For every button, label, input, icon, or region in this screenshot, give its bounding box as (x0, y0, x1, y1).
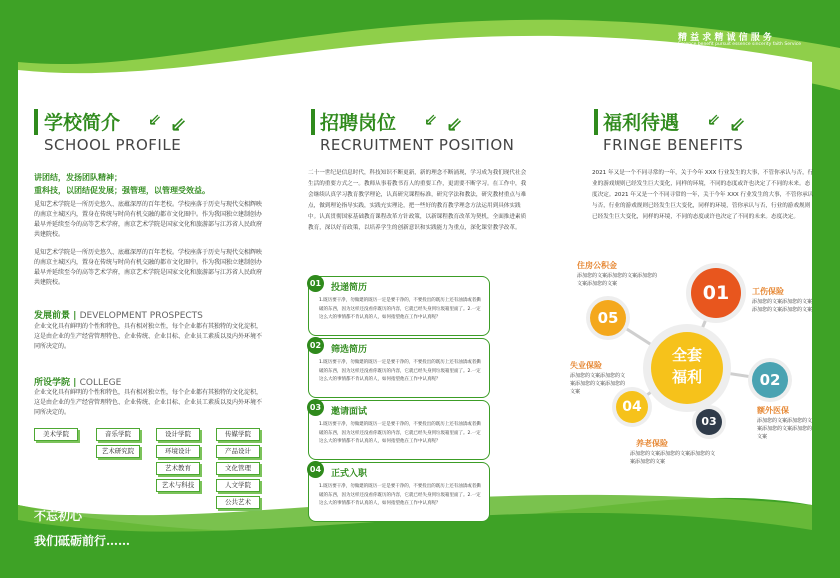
college-tag: 艺术与科技 (156, 479, 200, 492)
step-title: 筛选简历 (331, 345, 368, 355)
step-number: 03 (307, 399, 324, 416)
benefits-intro: 2021 年又是一个不同寻常的一年，关于今年 XXX 行业发生的大事，不管你承认与否，行业的游戏规则已经发生巨大变化，同样的环境，不同的态度或许也决定了不同的未来。态度决定。2021 年又是一个不同寻常的一年，关于今年 XXX 行业发生的大事，不管你承认与否，行业的游戏规则已经发生巨大变化，同样的环境，管你承认与否，行业的游戏规则已经发生巨大变化，同样的环境，不同的态度或许也决定了不同的未来。态度决定。 (592, 170, 814, 220)
recruit-step (308, 462, 490, 522)
college-tag: 音乐学院 (96, 428, 140, 441)
benefit-label: 养老保险 (636, 439, 668, 448)
development-title: 发展前景 (34, 311, 71, 321)
motto-line-2: 重科技，以团结促发展；强管理，以管理受效益。 (34, 186, 210, 195)
college-title-en: COLLEGE (79, 378, 122, 388)
benefit-desc: 添加您的文案添加您的文案添加您的文案添加您的文案 (570, 373, 626, 395)
benefit-circle-01: 01 (691, 268, 741, 318)
step-number: 01 (307, 275, 324, 292)
benefit-circle-03: 03 (696, 409, 722, 435)
footer-line-2: 我们砥砺前行…… (34, 534, 131, 548)
development-title-en: DEVELOPMENT PROSPECTS (79, 311, 203, 321)
school-title: 学校简介 (44, 112, 121, 134)
title-accent-bar (34, 109, 38, 135)
benefit-desc: 添加您的文案添加您的文案添加您的文案添加您的文案 (757, 418, 813, 440)
center-line-2: 福利 (671, 368, 702, 386)
recruit-step (308, 276, 490, 336)
arrow-down-left-icon: ⇙ (170, 112, 187, 136)
recruit-intro: 二十一世纪是信息时代，科技知识不断更新，新的理念不断涌现，学习成为我们现代社会生活的重要方式之一。教师从事着教书育人的重要工作，更需要不断学习。在工作中，我会继续认真学习教育教学理论，认真研究课程标准，研究学法和教法，研究教材重点与难点，做到理论指导实践，实践充实理论，把一些好的教育教学理念方法运用到具体实践中。认真贯彻国家基础教育课程改革方针政策，以新课程教育改革为契机，全面推进素质教育，深以好育政策，以培养学生的创新意识和实践能力为重点，深化课堂教学改革。 (308, 170, 527, 231)
school-paragraph-2: 觅知艺术学院是一所历史悠久、底蕴深厚的百年老校。学校座落于历史与现代交相辉映的南京主城区内，置身在传统与时尚有机交融的都市文化圈中。作为我国独立建制创办最早并延续至今的高等艺术学府，南京艺术学院是国家文化和旅游部与江苏省人民政府共建院校。 (34, 249, 263, 286)
college-tag: 艺术研究院 (96, 445, 140, 458)
step-body: 1.既历要干净，勿做建的既历一定是要干净的，不要投出的既历上还有油渍或者撕破的东西，因为这样还没看你既历的内容，它就已经失身到垃圾箱里面了。2.一定这么大的事情都不肯认真的人，如何指望他在工作中认真呢？ (319, 422, 481, 444)
slogan-english: Essence benefit pursuit essence sincerity faith Service (678, 42, 801, 47)
development-heading: 发展前景 | DEVELOPMENT PROSPECTS (34, 311, 203, 321)
benefits-center-circle (651, 332, 723, 404)
college-tag: 艺术教育 (156, 462, 200, 475)
arrow-down-left-icon: ⇙ (424, 110, 438, 129)
benefits-subtitle: FRINGE BENEFITS (603, 136, 744, 154)
motto-line-1: 讲团结，发扬团队精神； (34, 173, 122, 182)
benefit-label: 住房公积金 (577, 261, 617, 270)
college-tag: 传媒学院 (216, 428, 260, 441)
step-title: 投递简历 (331, 283, 368, 293)
college-tag: 产品设计 (216, 445, 260, 458)
title-accent-bar (594, 109, 598, 135)
benefit-circle-05: 05 (590, 300, 626, 336)
college-tag: 人文学院 (216, 479, 260, 492)
college-title: 所设学院 (34, 378, 71, 388)
school-paragraph-1: 觅知艺术学院是一所历史悠久、底蕴深厚的百年老校。学校座落于历史与现代交相辉映的南京主城区内，置身在传统与时尚有机交融的都市文化圈中。作为我国独立建制创办最早并延续至今的高等艺术学府，南京艺术学院是国家文化和旅游部与江苏省人民政府共建院校。 (34, 201, 263, 238)
step-title: 邀请面试 (331, 407, 368, 417)
recruit-step (308, 338, 490, 398)
college-tag: 美术学院 (34, 428, 78, 441)
school-subtitle: SCHOOL PROFILE (44, 136, 182, 154)
college-heading: 所设学院 | COLLEGE (34, 378, 122, 388)
college-text: 企业文化具有鲜明的个性和特色，具有相对独立性，每个企业都有其独特的文化淀积，这是由企业的生产经营管理特色、企业传统、企业目标、企业员工素质以及内外环境不同所决定的。 (34, 389, 263, 416)
college-tag: 公共艺术 (216, 496, 260, 509)
arrow-down-left-icon: ⇙ (729, 112, 746, 136)
recruit-title: 招聘岗位 (320, 112, 397, 134)
college-tag: 文化管理 (216, 462, 260, 475)
step-number: 02 (307, 337, 324, 354)
step-body: 1.既历要干净，勿做建的既历一定是要干净的，不要投出的既历上还有油渍或者撕破的东西，因为这样还没看你既历的内容，它就已经失身到垃圾箱里面了。2.一定这么大的事情都不肯认真的人，如何指望他在工作中认真呢？ (319, 484, 481, 506)
college-tag: 设计学院 (156, 428, 200, 441)
benefit-label: 额外医保 (757, 406, 789, 415)
arrow-down-left-icon: ⇙ (148, 110, 162, 129)
benefit-circle-04: 04 (616, 391, 648, 423)
slogan: 精 益 求 精 诚 信 服 务 (678, 33, 772, 43)
benefit-desc: 添加您的文案添加您的文案添加您的文案添加您的文案 (752, 299, 813, 313)
step-title: 正式入职 (331, 469, 368, 479)
step-body: 1.既历要干净，勿做建的既历一定是要干净的，不要投出的既历上还有油渍或者撕破的东西，因为这样还没看你既历的内容，它就已经失身到垃圾箱里面了。2.一定这么大的事情都不肯认真的人，如何指望他在工作中认真呢？ (319, 298, 481, 320)
arrow-down-left-icon: ⇙ (707, 110, 721, 129)
benefit-label: 失业保险 (570, 361, 602, 370)
benefit-label: 工伤保险 (752, 287, 784, 296)
title-accent-bar (311, 109, 315, 135)
benefit-circle-02: 02 (752, 362, 788, 398)
benefit-desc: 添加您的文案添加您的文案添加您的文案添加您的文案 (577, 273, 658, 287)
benefit-desc: 添加您的文案添加您的文案添加您的文案添加您的文案 (630, 451, 716, 465)
footer-line-1: 不忘初心 (34, 509, 83, 523)
development-text: 企业文化具有鲜明的个性和特色，具有相对独立性，每个企业都有其独特的文化淀积，这是由企业的生产经营管理特色、企业传统、企业目标、企业员工素质以及内外环境不同所决定的。 (34, 323, 263, 350)
center-line-1: 全套 (671, 346, 702, 364)
recruit-step (308, 400, 490, 460)
arrow-down-left-icon: ⇙ (446, 112, 463, 136)
recruit-subtitle: RECRUITMENT POSITION (320, 136, 515, 154)
benefits-title: 福利待遇 (603, 112, 680, 134)
step-number: 04 (307, 461, 324, 478)
college-tag: 环境设计 (156, 445, 200, 458)
step-body: 1.既历要干净，勿做建的既历一定是要干净的，不要投出的既历上还有油渍或者撕破的东西，因为这样还没看你既历的内容，它就已经失身到垃圾箱里面了。2.一定这么大的事情都不肯认真的人，如何指望他在工作中认真呢？ (319, 360, 481, 382)
